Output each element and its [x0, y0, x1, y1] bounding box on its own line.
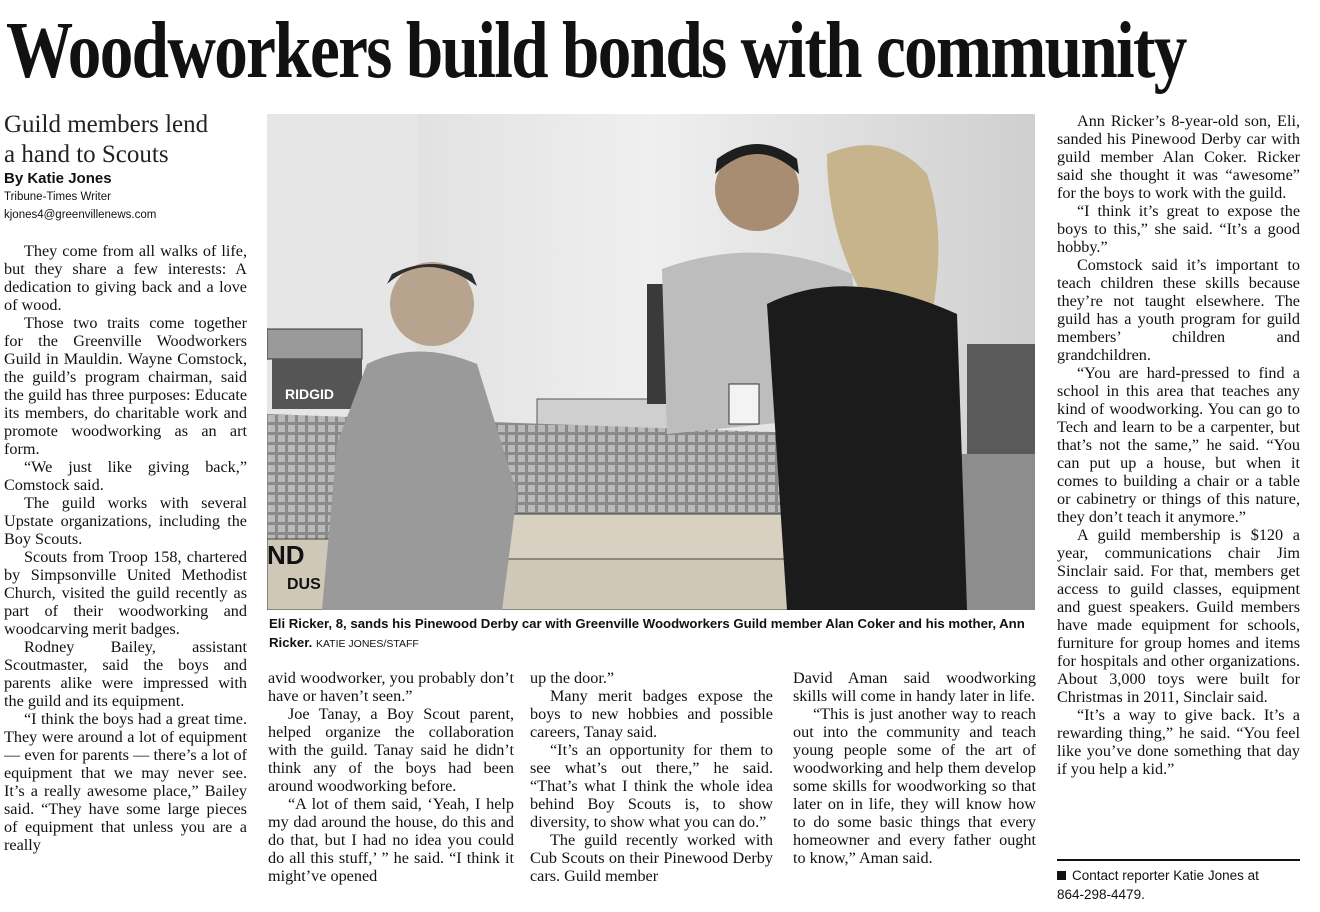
paragraph: Scouts from Troop 158, chartered by Simpsonville United Methodist Church, visited the guild recently as part of their woodworking and woodcarving merit badges.: [4, 548, 247, 638]
deck-line-1: Guild members lend: [4, 111, 209, 138]
paragraph: “It’s a way to give back. It’s a rewarding thing,” he said. “You feel like you’ve done something that day if you help a kid.”: [1057, 706, 1300, 778]
byline-name: By Katie Jones: [4, 170, 112, 187]
paragraph: Many merit badges expose the boys to new hobbies and possible careers, Tanay said.: [530, 687, 773, 741]
paragraph: “A lot of them said, ‘Yeah, I help my dad around the house, do this and do that, but I had no idea you could do all this stuff,’ ” he said. “I think it might’ve opened: [268, 795, 514, 885]
contact-divider: [1057, 859, 1300, 861]
paragraph: “I think it’s great to expose the boys to this,” she said. “It’s a good hobby.”: [1057, 202, 1300, 256]
paragraph: Joe Tanay, a Boy Scout parent, helped organize the collaboration with the guild. Tanay said he didn’t think any of the boys had been around woodworking before.: [268, 705, 514, 795]
column-1: [4, 110, 247, 910]
column-5: [1057, 112, 1300, 857]
paragraph: David Aman said woodworking skills will come in handy later in life.: [793, 669, 1036, 705]
paragraph: “You are hard-pressed to find a school in this area that teaches any kind of woodworking. You can go to Tech and learn to be a carpenter, but that’s not the same,” he said. “You can put up a house, but when it comes to building a chair or a table or cabinetry or things of this nature, they don’t teach it anymore.”: [1057, 364, 1300, 526]
paragraph: up the door.”: [530, 669, 615, 687]
contact-line-2: 864-298-4479.: [1057, 887, 1145, 902]
box-text-1: ND: [267, 540, 305, 570]
news-photo: [267, 114, 1035, 610]
machine-label: RIDGID: [285, 386, 334, 402]
column-3: [530, 669, 773, 909]
photo-credit: KATIE JONES/STAFF: [315, 638, 419, 650]
contact-box: [1057, 866, 1307, 904]
square-bullet-icon: [1057, 871, 1066, 880]
photo-illustration: [267, 114, 1035, 610]
byline-email: kjones4@greenvillenews.com: [4, 209, 157, 221]
paragraph: Comstock said it’s important to teach children these skills because they’re not taught elsewhere. The guild has a youth program for guild members’ children and grandchildren.: [1057, 256, 1300, 364]
paragraph: “This is just another way to reach out into the community and teach young people some of the art of woodworking and help them develop some skills for woodworking so that later on in life, they will know how to do some basic things that every homeowner and every father ought to know,” Aman said.: [793, 705, 1036, 867]
column-2: [268, 669, 514, 909]
paragraph: Those two traits come together for the Greenville Woodworkers Guild in Mauldin. Wayne Comstock, the guild’s program chairman, said the guild has three purposes: Educate its members, do charitable work and promote woodworking as an art form.: [4, 314, 247, 458]
paragraph: “I think the boys had a great time. They were around a lot of equipment — even for parents — there’s a lot of equipment that we may never see. It’s a really awesome place,” Bailey said. “They have some large pieces of equipment that unless you are a really: [4, 710, 247, 854]
headline: Woodworkers build bonds with community: [6, 7, 1186, 95]
deck-line-2: a hand to Scouts: [4, 141, 169, 168]
paragraph: Rodney Bailey, assistant Scoutmaster, said the boys and parents alike were impressed with the guild and its equipment.: [4, 638, 247, 710]
paragraph: The guild works with several Upstate organizations, including the Boy Scouts.: [4, 494, 247, 548]
paragraph: avid woodworker, you probably don’t have or haven’t seen.”: [268, 669, 514, 705]
contact-line-1: Contact reporter Katie Jones at: [1072, 868, 1259, 883]
paragraph: “We just like giving back,” Comstock said.: [4, 458, 247, 494]
caption-text: Eli Ricker, 8, sands his Pinewood Derby car with Greenville Woodworkers Guild member Alan Coker and his mother, Ann Ricker.: [269, 616, 1025, 650]
paragraph: A guild membership is $120 a year, communications chair Jim Sinclair said. For that, members get access to guild classes, equipment and guest speakers. Guild members have made equipment for schools, furniture for group homes and items for hospitals and other organizations. About 3,000 toys were built for Christmas in 2011, Sinclair said.: [1057, 526, 1300, 706]
column-4: [793, 669, 1036, 909]
paragraph: “It’s an opportunity for them to see what’s out there,” he said. “That’s what I think the whole idea behind Boy Scouts is, to show diversity, to show what you can do.”: [530, 741, 773, 831]
box-text-2: DUS: [287, 576, 321, 593]
photo-caption: [269, 614, 1034, 654]
paragraph: Ann Ricker’s 8-year-old son, Eli, sanded his Pinewood Derby car with guild member Alan Coker. Ricker said she thought it was “awesome” for the boys to work with the guild.: [1057, 112, 1300, 202]
paragraph: They come from all walks of life, but they share a few interests: A dedication to giving back and a love of wood.: [4, 242, 247, 314]
byline-title: Tribune-Times Writer: [4, 191, 111, 203]
paragraph: The guild recently worked with Cub Scouts on their Pinewood Derby cars. Guild member: [530, 831, 773, 885]
